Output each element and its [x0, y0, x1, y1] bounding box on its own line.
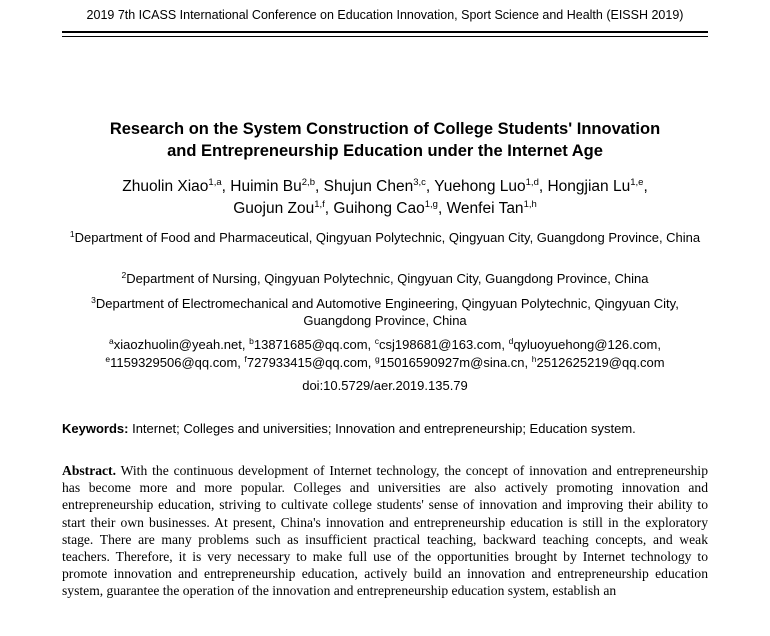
- author: [233, 200, 333, 217]
- author-name: Zhuolin Xiao: [122, 178, 209, 195]
- email[interactable]: [509, 337, 658, 352]
- affiliation-sup: 1: [69, 229, 75, 239]
- keywords: [62, 420, 708, 437]
- doi[interactable]: doi:10.5729/aer.2019.135.79: [302, 378, 468, 393]
- email[interactable]: [109, 337, 242, 352]
- affiliation-sup: 2: [121, 270, 127, 280]
- email[interactable]: [105, 355, 237, 370]
- author-separator: ,: [221, 178, 231, 195]
- author-sup: 1,h: [523, 199, 537, 210]
- author-name: Hongjian Lu: [547, 178, 631, 195]
- author-separator: ,: [437, 200, 447, 217]
- author: [230, 178, 323, 195]
- affiliation-text: Department of Electromechanical and Automotive Engineering, Qingyuan Polytechnic, Qingyuan City, Guangdong Province, China: [95, 296, 679, 328]
- author-separator: ,: [324, 200, 334, 217]
- email-sup: b: [249, 336, 254, 346]
- email-sup: c: [374, 336, 380, 346]
- abstract-text: With the continuous development of Internet technology, the concept of innovation and entrepreneurship has become more and more popular. Colleges and universities are also actively promoting innovation and entrepreneurship education, striving to cultivate college students' sense of innovation and improving their ability to start their own businesses. At present, China's innovation and entrepreneurship education is still in the exploratory stage. There are many problems such as insufficient practical teaching, backward teaching concepts, and weak teachers. Therefore, it is very necessary to make full use of the opportunities brought by Internet technology to promote innovation and entrepreneurship education, actively build an innovation and entrepreneurship education system, guarantee the operation of the innovation and entrepreneurship education system, establish an: [62, 463, 708, 599]
- title-line-2: and Entrepreneurship Education under the Internet Age: [167, 142, 603, 160]
- email-text: 15016590927m@sina.cn: [379, 355, 525, 370]
- affiliation-text: Department of Food and Pharmaceutical, Qingyuan Polytechnic, Qingyuan City, Guangdong Province, China: [74, 230, 701, 245]
- author-sup: 1,f: [314, 199, 325, 210]
- author-name: Guihong Cao: [333, 200, 425, 217]
- author: [324, 178, 435, 195]
- abstract-label: Abstract.: [62, 463, 116, 478]
- author: [122, 178, 230, 195]
- author-sup: 1,a: [208, 177, 222, 188]
- email-text: 1159329506@qq.com: [110, 355, 238, 370]
- email-sup: g: [375, 354, 380, 364]
- email[interactable]: [375, 355, 524, 370]
- author: [547, 178, 647, 195]
- author-name: Guojun Zou: [233, 200, 315, 217]
- affiliation-1: [62, 229, 708, 246]
- author-sup: 2,b: [301, 177, 315, 188]
- abstract: [62, 462, 708, 600]
- author-sup: 1,e: [630, 177, 644, 188]
- author-separator: ,: [425, 178, 435, 195]
- email-sup: e: [105, 354, 111, 364]
- author-separator: ,: [643, 178, 648, 195]
- header-rule-thin: [62, 36, 708, 37]
- email-text: qyluoyuehong@126.com: [513, 337, 658, 352]
- author: [434, 178, 547, 195]
- author-sup: 3,c: [413, 177, 426, 188]
- author-sup: 1,d: [525, 177, 539, 188]
- email[interactable]: [532, 355, 665, 370]
- email[interactable]: [375, 337, 502, 352]
- email-sup: h: [531, 354, 537, 364]
- author-separator: ,: [538, 178, 548, 195]
- email-list: $^a$xiaozhuolin@yeah.net, $^b$13871685@qq.com, $^c$csj198681@163.com, $^d$qyluoyuehong@126.com, $^e$1159329506@qq.com, $^f$727933415@qq.com, $^g$15016590927m@sina.cn, $^h$2512625219@qq.com: [105, 336, 665, 370]
- affiliation-text: Department of Nursing, Qingyuan Polytechnic, Qingyuan City, Guangdong Province, China: [126, 271, 649, 286]
- keywords-text: Internet; Colleges and universities; Innovation and entrepreneurship; Education system.: [128, 421, 636, 436]
- email-sup: a: [109, 336, 114, 346]
- email[interactable]: [249, 337, 367, 352]
- affiliation-sup: 3: [91, 295, 96, 305]
- paper-title: [62, 118, 708, 162]
- author: [333, 200, 446, 217]
- author-name: Huimin Bu: [230, 178, 302, 195]
- affiliation-3: [62, 295, 708, 329]
- title-line-1: Research on the System Construction of College Students' Innovation: [109, 120, 661, 138]
- author-sup: 1,g: [424, 199, 438, 210]
- author-separator: ,: [314, 178, 324, 195]
- author-name: Yuehong Luo: [434, 178, 526, 195]
- affiliation-2: [62, 270, 708, 287]
- email-text: xiaozhuolin@yeah.net: [113, 337, 242, 352]
- email-text: 2512625219@qq.com: [536, 355, 665, 370]
- email[interactable]: [245, 355, 368, 370]
- keywords-label: Keywords:: [62, 421, 129, 436]
- author-list: [62, 176, 708, 220]
- author-name: Shujun Chen: [323, 178, 414, 195]
- email-text: 13871685@qq.com: [253, 337, 368, 352]
- conference-header: 2019 7th ICASS International Conference on Education Innovation, Sport Science and Health (EISSH 2019): [86, 8, 684, 22]
- author: [447, 200, 537, 217]
- header-rule-thick: [62, 31, 708, 33]
- email-text: 727933415@qq.com: [246, 355, 368, 370]
- email-sup: f: [244, 354, 247, 364]
- email-sup: d: [508, 336, 514, 346]
- author-name: Wenfei Tan: [446, 200, 524, 217]
- email-text: csj198681@163.com: [379, 337, 502, 352]
